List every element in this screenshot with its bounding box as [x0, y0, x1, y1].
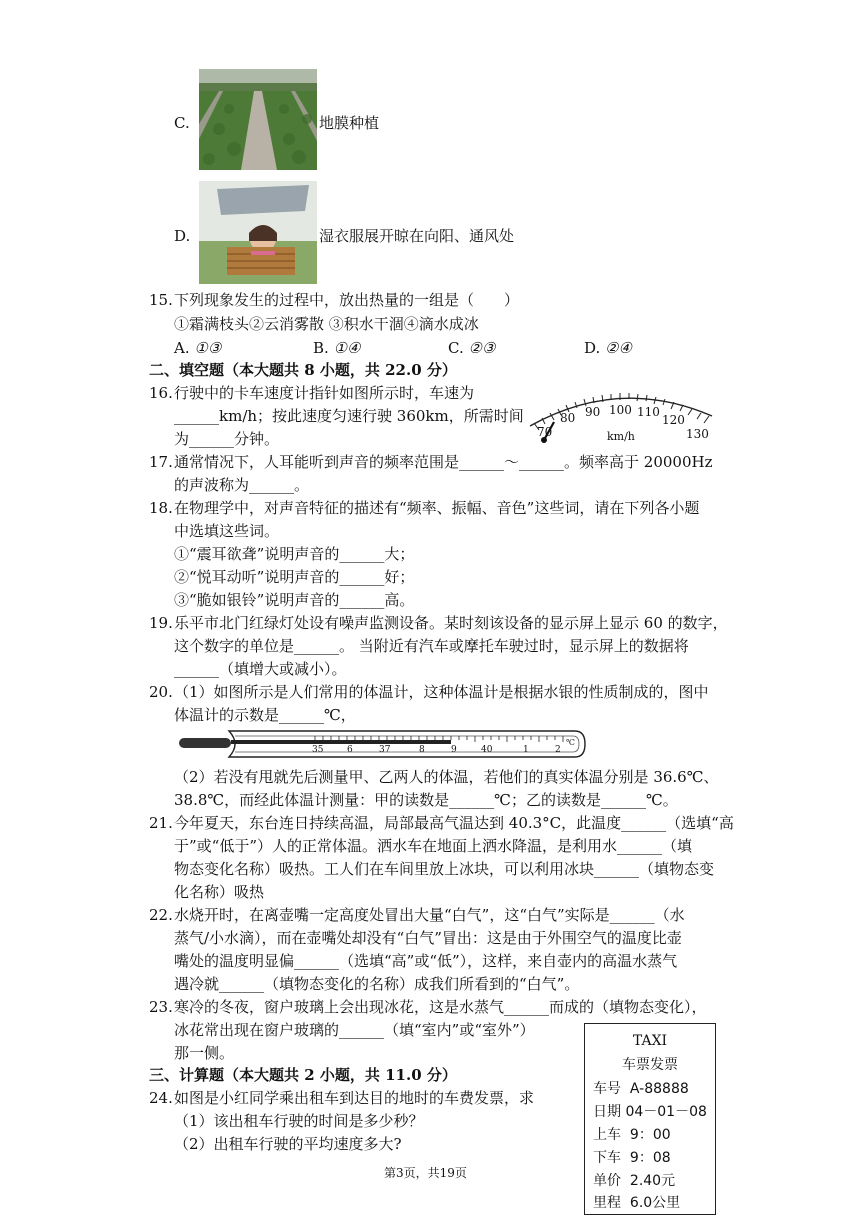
- receipt-row: 单价 2.40元: [593, 1173, 676, 1189]
- thermo-label-35: 35: [312, 745, 324, 755]
- question-21-number: 21.: [149, 814, 173, 832]
- question-19-line: ______（填增大或减小）。: [174, 660, 347, 678]
- question-17-number: 17.: [149, 453, 173, 471]
- question-21-line: 化名称）吸热: [174, 883, 265, 901]
- receipt-row: 车号 A-88888: [593, 1081, 689, 1097]
- question-20-line: 体温计的示数是______℃，: [174, 706, 356, 724]
- question-22-line: 嘴处的温度明显偏______（选填“高”或“低”），这样，来自壶内的高温水蒸气: [174, 952, 678, 970]
- question-23-line: 冰花常出现在窗户玻璃的______（填“室内”或“室外”）: [174, 1021, 535, 1039]
- question-19-line: 乐平市北门红绿灯处设有噪声监测设备。某时刻该设备的显示屏上显示 60 的数字，: [174, 614, 728, 632]
- section-2-heading: 二、填空题（本大题共 8 小题，共 22.0 分）: [149, 361, 457, 379]
- question-17-line: 的声波称为______。: [174, 476, 310, 494]
- section-3-heading: 三、计算题（本大题共 2 小题，共 11.0 分）: [149, 1066, 457, 1084]
- question-16-line: 行驶中的卡车速度计指针如图所示时，车速为: [174, 384, 475, 402]
- question-22-line: 水烧开时，在离壶嘴一定高度处冒出大量“白气”，这“白气”实际是______（水: [174, 906, 685, 924]
- thermo-unit: ℃: [566, 738, 575, 747]
- question-15-number: 15.: [149, 291, 173, 309]
- question-23-line: 那一侧。: [174, 1044, 235, 1062]
- receipt-row: 日期 04－01－08: [593, 1104, 707, 1120]
- question-16-number: 16.: [149, 384, 173, 402]
- speedo-tick-120: 120: [662, 413, 685, 427]
- receipt-row: 里程 6.0公里: [593, 1195, 681, 1211]
- question-15-sub: ①霜满枝头②云消雾散 ③积水干涸④滴水成冰: [174, 315, 479, 333]
- question-19-number: 19.: [149, 614, 173, 632]
- thermometer-figure: [175, 728, 587, 760]
- speedo-tick-110: 110: [637, 405, 660, 419]
- question-21-line: 今年夏天，东台连日持续高温，局部最高气温达到 40.3°C，此温度______（选填“高: [174, 814, 734, 832]
- question-20-line: 38.8℃，而经此体温计测量：甲的读数是______℃；乙的读数是______℃。: [174, 791, 678, 809]
- receipt-subtitle: 车票发票: [622, 1057, 678, 1073]
- speedometer-figure: [520, 378, 720, 448]
- thermo-label-1: 1: [523, 745, 529, 755]
- option-c-text: 地膜种植: [319, 114, 380, 132]
- drying-clothes-photo: [199, 181, 317, 284]
- receipt-row: 下车 9：08: [593, 1150, 671, 1166]
- question-20-line: （2）若没有甩就先后测量甲、乙两人的体温，若他们的真实体温分别是 36.6℃、: [174, 768, 719, 786]
- question-22-number: 22.: [149, 906, 173, 924]
- speedo-unit: km/h: [607, 430, 635, 443]
- question-15-stem: 下列现象发生的过程中，放出热量的一组是（ ）: [174, 291, 520, 309]
- speedo-tick-80: 80: [560, 411, 576, 425]
- question-24-number: 24.: [149, 1089, 173, 1107]
- thermo-label-40: 40: [481, 745, 493, 755]
- page-footer: 第3页，共19页: [384, 1166, 467, 1180]
- question-24-line: （2）出租车行驶的平均速度多大?: [174, 1135, 402, 1153]
- question-18-number: 18.: [149, 499, 173, 517]
- thermo-label-37: 37: [379, 745, 391, 755]
- q15-option-a: A. ①③: [174, 339, 222, 357]
- question-23-number: 23.: [149, 998, 173, 1016]
- mulch-planting-photo: [199, 69, 317, 170]
- question-18-line: ②“悦耳动听”说明声音的______好；: [174, 568, 415, 586]
- q15-option-d: D. ②④: [584, 339, 632, 357]
- thermo-label-9: 9: [451, 745, 457, 755]
- taxi-receipt: [584, 1023, 716, 1215]
- question-21-line: 物态变化名称）吸热。工人们在车间里放上冰块，可以利用冰块______（填物态变: [174, 860, 715, 878]
- question-18-line: 在物理学中，对声音特征的描述有“频率、振幅、音色”这些词，请在下列各小题: [174, 499, 700, 517]
- thermo-label-2: 2: [555, 745, 561, 755]
- question-22-line: 遇冷就______（填物态变化的名称）成我们所看到的“白气”。: [174, 975, 580, 993]
- question-20-number: 20.: [149, 683, 173, 701]
- question-21-line: 于”或“低于”）人的正常体温。洒水车在地面上洒水降温，是利用水______（填: [174, 837, 693, 855]
- question-18-line: ③“脆如银铃”说明声音的______高。: [174, 591, 415, 609]
- question-24-line: （1）该出租车行驶的时间是多少秒？: [174, 1112, 424, 1130]
- question-20-line: （1）如图所示是人们常用的体温计，这种体温计是根据水银的性质制成的，图中: [174, 683, 709, 701]
- question-23-line: 寒冷的冬夜，窗户玻璃上会出现冰花，这是水蒸气______而成的（填物态变化），: [174, 998, 707, 1016]
- receipt-row: 上车 9：00: [593, 1127, 671, 1143]
- question-22-line: 蒸气/小水滴），而在壶嘴处却没有“白气”冒出：这是由于外围空气的温度比壶: [174, 929, 682, 947]
- question-17-line: 通常情况下，人耳能听到声音的频率范围是______～______。频率高于 20000Hz: [174, 453, 713, 471]
- q15-option-b: B. ①④: [313, 339, 361, 357]
- q15-option-c: C. ②③: [448, 339, 496, 357]
- question-19-line: 这个数字的单位是______。 当附近有汽车或摩托车驶过时，显示屏上的数据将: [174, 637, 689, 655]
- option-d-letter: D.: [174, 227, 191, 245]
- question-24-line: 如图是小红同学乘出租车到达目的地时的车费发票，求: [174, 1089, 535, 1107]
- question-16-line: ______km/h；按此速度匀速行驶 360km，所需时间: [174, 407, 524, 425]
- speedo-tick-90: 90: [585, 405, 601, 419]
- thermo-label-6: 6: [347, 745, 353, 755]
- question-18-line: 中选填这些词。: [174, 522, 280, 540]
- option-d-text: 湿衣服展开晾在向阳、通风处: [319, 227, 515, 245]
- speedo-tick-100: 100: [609, 403, 632, 417]
- question-16-line: 为______分钟。: [174, 430, 280, 448]
- receipt-title: TAXI: [632, 1033, 668, 1049]
- question-18-line: ①“震耳欲聋”说明声音的______大；: [174, 545, 415, 563]
- thermo-label-8: 8: [419, 745, 425, 755]
- speedo-tick-130: 130: [686, 427, 709, 441]
- speedo-tick-70: 70: [537, 425, 553, 439]
- option-c-letter: C.: [174, 114, 190, 132]
